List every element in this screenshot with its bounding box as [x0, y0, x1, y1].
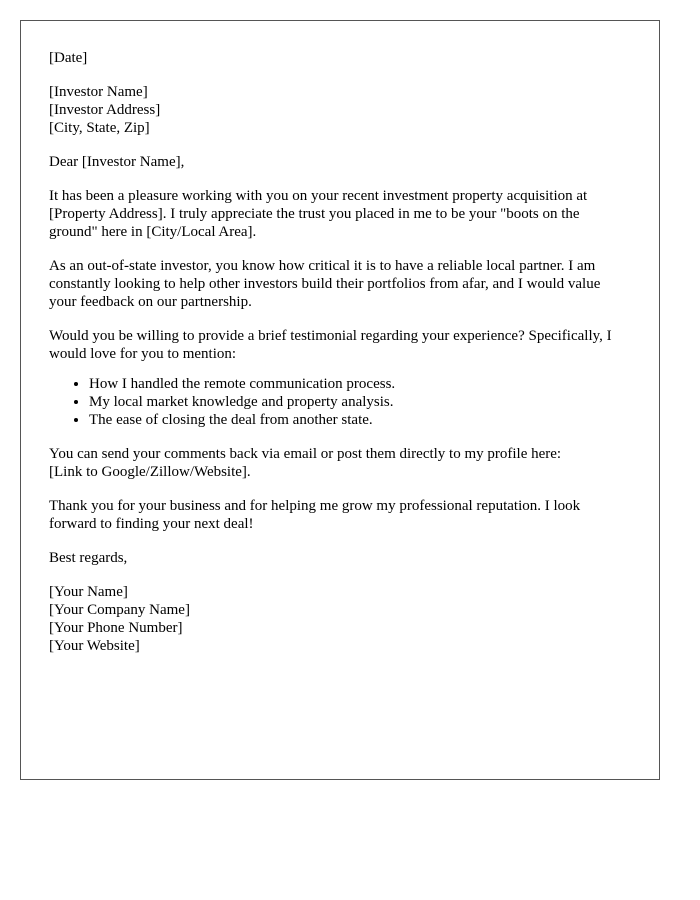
body-paragraph-3: Would you be willing to provide a brief testimonial regarding your experience? Specifically, I would love for you to mention:	[49, 328, 612, 362]
salutation: Dear [Investor Name],	[49, 154, 185, 170]
signature-company: [Your Company Name]	[49, 602, 190, 618]
signature-phone: [Your Phone Number]	[49, 620, 183, 636]
signature-website: [Your Website]	[49, 638, 140, 654]
testimonial-points-list	[49, 375, 631, 429]
letter-date: [Date]	[49, 50, 88, 66]
recipient-block	[49, 83, 631, 137]
recipient-city-state-zip: [City, State, Zip]	[49, 120, 150, 136]
closing: Best regards,	[49, 550, 128, 566]
recipient-name: [Investor Name]	[49, 84, 148, 100]
signature-name: [Your Name]	[49, 584, 128, 600]
list-item: • My local market knowledge and property analysis.	[89, 393, 631, 411]
thanks-paragraph: Thank you for your business and for helping me grow my professional reputation. I look forward to finding your next deal!	[49, 498, 581, 532]
comments-paragraph	[49, 445, 631, 481]
comments-text: You can send your comments back via email or post them directly to my profile here:	[49, 446, 562, 462]
recipient-address: [Investor Address]	[49, 102, 161, 118]
profile-link-placeholder: [Link to Google/Zillow/Website].	[49, 464, 251, 480]
letter-page	[20, 20, 660, 780]
body-paragraph-2: As an out-of-state investor, you know how critical it is to have a reliable local partner. I am constantly looking to help other investors build their portfolios from afar, and I would value your feedback on our partnership.	[49, 258, 601, 310]
list-item: • The ease of closing the deal from another state.	[89, 411, 631, 429]
signature-block	[49, 583, 631, 655]
body-paragraph-1: It has been a pleasure working with you on your recent investment property acquisition at [Property Address]. I truly appreciate the trust you placed in me to be your "boots on the ground" here in [City/Local Area].	[49, 188, 588, 240]
list-item: • How I handled the remote communication process.	[89, 375, 631, 393]
